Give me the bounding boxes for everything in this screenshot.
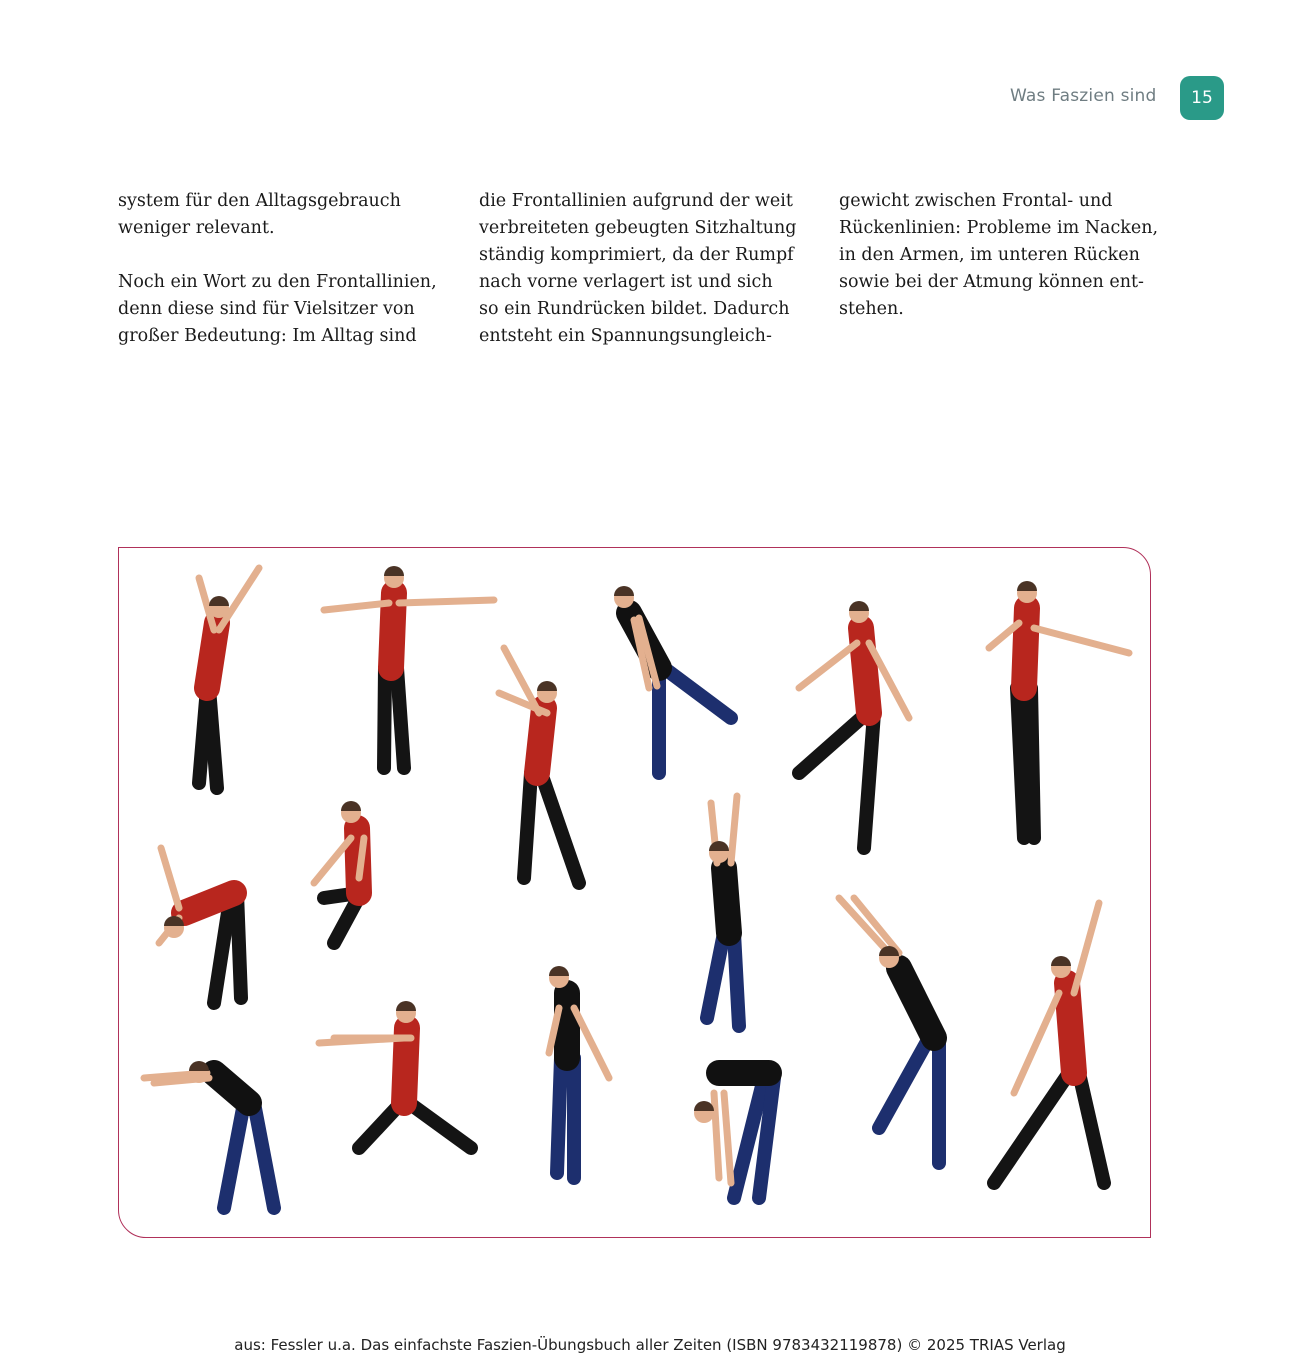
- running-head-title: Was Faszien sind: [1010, 86, 1157, 106]
- exercise-figure-seated-stretch: [314, 801, 364, 943]
- paragraph: system für den Alltagsgebrauch weniger relevant.: [118, 191, 401, 238]
- footer-credit: aus: Fessler u.a. Das einfachste Faszien-Übungsbuch aller Zeiten (ISBN 9783432119878) © 2025 TRIAS Verlag: [234, 1336, 1066, 1354]
- exercise-figure-lunge: [319, 1001, 471, 1148]
- exercise-figure-leg-kick: [799, 601, 909, 848]
- exercise-figure-side-reach: [994, 903, 1104, 1183]
- exercise-figure-twist-arms: [499, 648, 579, 883]
- page-number-badge: 15: [1180, 76, 1224, 120]
- text-column-1: [118, 188, 458, 350]
- exercise-figure-arms-out: [324, 566, 494, 768]
- exercise-figure-forward-bend: [159, 848, 241, 1003]
- paragraph: die Frontallinien aufgrund der weit verbreiteten gebeugten Sitzhaltung ständig komprimiert, da der Rumpf nach vorne verlagert ist und sich so ein Rundrücken bildet. Dadurch entsteht ein Spannungsungleich-: [479, 191, 797, 346]
- exercise-figure-side-bend: [839, 898, 939, 1163]
- exercise-figure-arm-swing: [989, 581, 1129, 838]
- exercise-figure-arms-overhead: [707, 796, 739, 1026]
- text-column-3: [839, 188, 1179, 323]
- exercise-figure-reach-up: [199, 568, 259, 788]
- exercise-figure-leg-back: [614, 586, 731, 773]
- exercise-figure-toe-touch: [694, 1073, 774, 1198]
- paragraph: gewicht zwischen Frontal- und Rückenlinien: Probleme im Nacken, in den Armen, im unteren Rücken sowie bei der Atmung können ent- stehen.: [839, 191, 1159, 319]
- exercise-figure-standing-look: [549, 966, 609, 1178]
- paragraph: Noch ein Wort zu den Frontallinien, denn diese sind für Vielsitzer von großer Bedeutung: Im Alltag sind: [118, 272, 437, 346]
- exercise-figure-bow: [144, 1061, 274, 1208]
- exercise-illustrations: [119, 548, 1151, 1238]
- exercise-figure-frame: [118, 547, 1151, 1238]
- text-column-2: [479, 188, 819, 350]
